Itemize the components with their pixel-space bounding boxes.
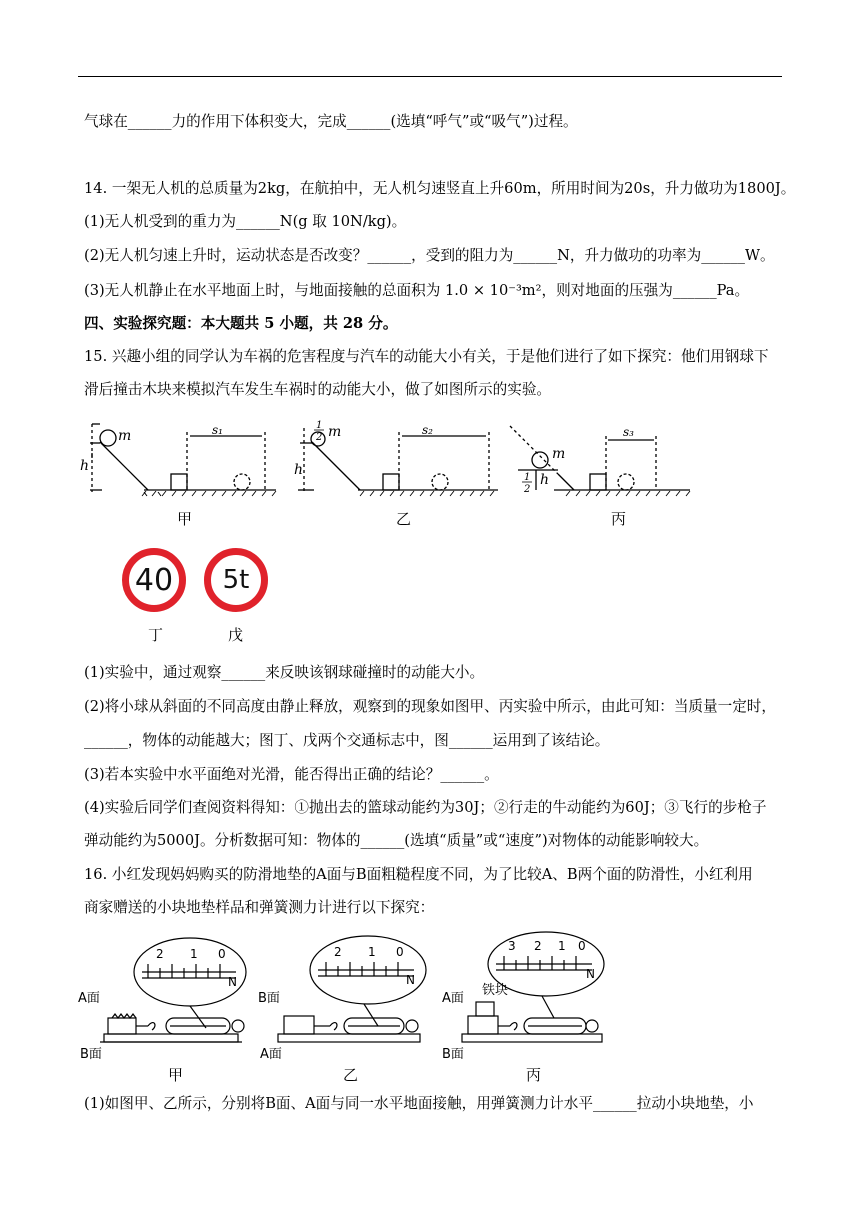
mass-label-jia: m — [118, 428, 132, 444]
distance-label-s2: s₂ — [422, 423, 433, 437]
half-height-num: 1 — [524, 472, 531, 483]
caption-jia-2: 甲 — [168, 1066, 184, 1084]
distance-label-s3: s₃ — [623, 425, 634, 439]
speed-limit-text: 40 — [134, 562, 174, 598]
face-label-a-jia: A面 — [78, 991, 100, 1006]
scale-tick-2-jia: 2 — [156, 947, 164, 961]
face-label-b-yi: B面 — [258, 991, 280, 1006]
q14-part-3: (3)无人机静止在水平地面上时，与地面接触的总面积为 1.0 × 10⁻³m²，则对地面的压强为______Pa。 — [84, 282, 750, 299]
weight-limit-sign — [204, 548, 268, 612]
scale-tick-0-bing: 0 — [578, 939, 586, 953]
q14-part-1: (1)无人机受到的重力为______N(g 取 10N/kg)。 — [84, 213, 407, 230]
scale-tick-2-yi: 2 — [334, 945, 342, 959]
q14-part-2: (2)无人机匀速上升时，运动状态是否改变？______，受到的阻力为______N，升力做功的功率为______W。 — [84, 247, 775, 264]
question-14: 14. 一架无人机的总质量为2kg，在航拍中，无人机匀速竖直上升60m，所用时间为20s，升力做功为1800J。 — [84, 180, 796, 197]
caption-yi: 乙 — [396, 510, 412, 528]
question-15: 15. 兴趣小组的同学认为车祸的危害程度与汽车的动能大小有关，于是他们进行了如下探究：他们用钢球下 — [84, 348, 769, 365]
q15-part-2: (2)将小球从斜面的不同高度由静止释放，观察到的现象如图甲、丙实验中所示，由此可知：当质量一定时， — [84, 698, 776, 715]
face-label-a-bing: A面 — [442, 991, 464, 1006]
question-16: 16. 小红发现妈妈购买的防滑地垫的A面与B面粗糙程度不同，为了比较A、B两个面的防滑性，小红利用 — [84, 866, 753, 883]
weight-limit-text: 5t — [222, 565, 250, 595]
caption-bing: 丙 — [611, 510, 627, 528]
height-label-jia: h — [80, 458, 90, 474]
mass-label-bing: m — [552, 446, 566, 462]
height-label-bing: h — [540, 472, 550, 488]
distance-label-s1: s₁ — [212, 423, 223, 437]
scale-unit-bing: N — [586, 967, 595, 981]
question-16-cont: 商家赠送的小块地垫样品和弹簧测力计进行以下探究： — [84, 899, 435, 916]
caption-jia: 甲 — [177, 510, 193, 528]
spring-scale-figure — [78, 930, 618, 1062]
height-label-yi: h — [294, 462, 304, 478]
scale-tick-1-yi: 1 — [368, 945, 376, 959]
scale-tick-0-jia: 0 — [218, 947, 226, 961]
q15-part-4-cont: 弹动能约为5000J。分析数据可知：物体的______(选填“质量”或“速度”)对物体的动能影响较大。 — [84, 832, 709, 849]
half-mass-num: 1 — [316, 420, 323, 431]
half-height-den: 2 — [524, 484, 531, 495]
caption-yi-2: 乙 — [343, 1066, 359, 1084]
mass-label-yi: m — [328, 424, 342, 440]
face-label-b-jia: B面 — [80, 1047, 102, 1062]
caption-wu: 戊 — [228, 626, 244, 644]
q15-part-3: (3)若本实验中水平面绝对光滑，能否得出正确的结论？______。 — [84, 766, 499, 783]
scale-unit-yi: N — [406, 973, 415, 987]
section-heading: 四、实验探究题：本大题共 5 小题，共 28 分。 — [84, 315, 398, 332]
scale-tick-0-yi: 0 — [396, 945, 404, 959]
scale-tick-1-bing: 1 — [558, 939, 566, 953]
scale-unit-jia: N — [228, 975, 237, 989]
q15-part-1: (1)实验中，通过观察______来反映该钢球碰撞时的动能大小。 — [84, 664, 485, 681]
text-line-1: 气球在______力的作用下体积变大，完成______(选填“呼气”或“吸气”)过程。 — [84, 113, 578, 130]
q16-part-1: (1)如图甲、乙所示，分别将B面、A面与同一水平地面接触，用弹簧测力计水平______拉动小块地垫，小 — [84, 1095, 754, 1112]
q15-part-4: (4)实验后同学们查阅资料得知：①抛出去的篮球动能约为30J；②行走的牛动能约为60J；③飞行的步枪子 — [84, 799, 767, 816]
iron-block-label: 铁块 — [482, 983, 509, 998]
q15-part-2-cont: ______，物体的动能越大；图丁、戊两个交通标志中，图______运用到了该结论。 — [84, 732, 610, 749]
scale-tick-3-bing: 3 — [508, 939, 516, 953]
caption-ding: 丁 — [148, 626, 164, 644]
face-label-a-yi: A面 — [260, 1047, 282, 1062]
caption-bing-2: 丙 — [526, 1066, 542, 1084]
half-mass-den: 2 — [316, 432, 323, 443]
scale-tick-1-jia: 1 — [190, 947, 198, 961]
face-label-b-bing: B面 — [442, 1047, 464, 1062]
header-rule — [78, 76, 782, 77]
scale-tick-2-bing: 2 — [534, 939, 542, 953]
question-15-cont: 滑后撞击木块来模拟汽车发生车祸时的动能大小，做了如图所示的实验。 — [84, 381, 552, 398]
speed-limit-sign — [122, 548, 186, 612]
